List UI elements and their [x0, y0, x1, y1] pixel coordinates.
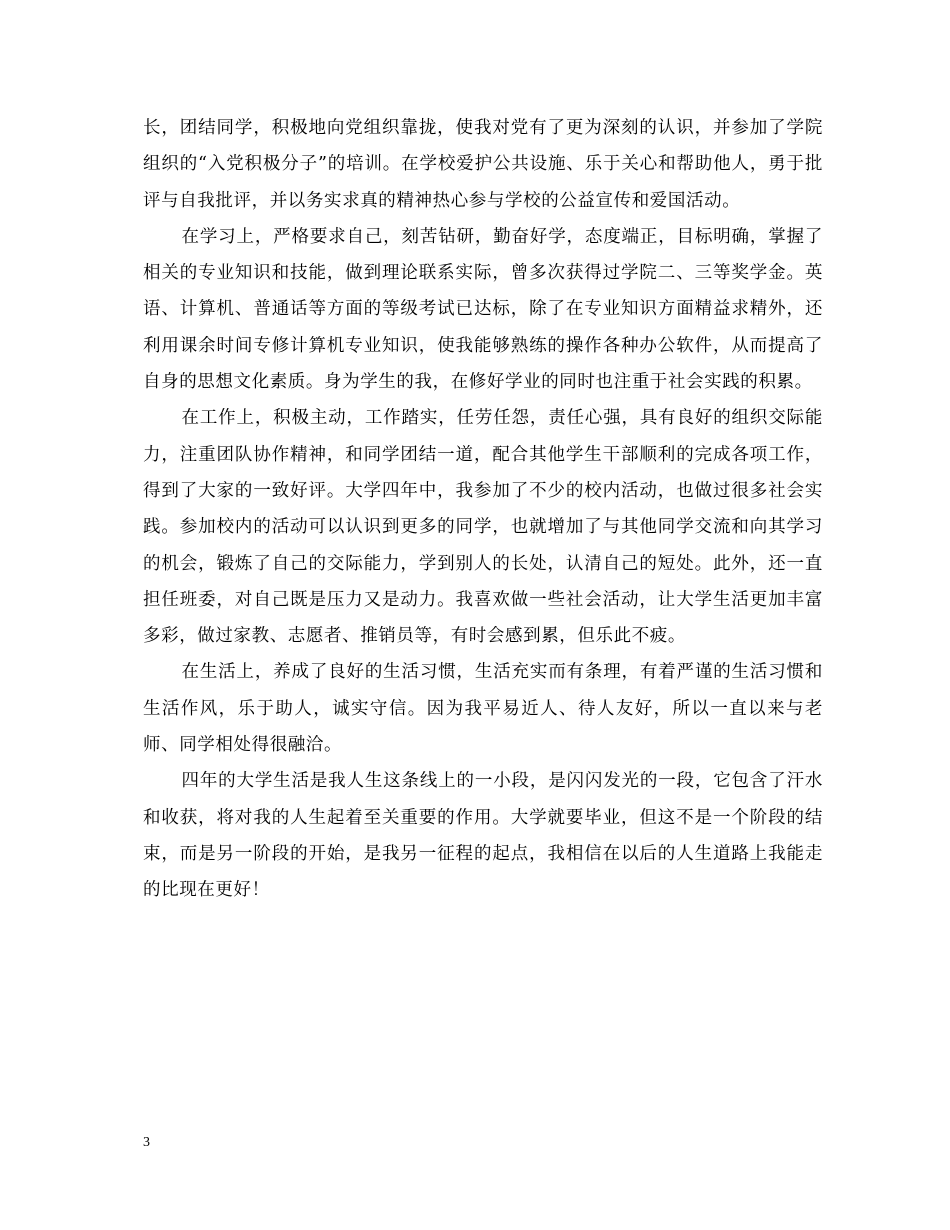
- paragraph-3: 在工作上，积极主动，工作踏实，任劳任怨，责任心强，具有良好的组织交际能力，注重团队协作精神，和同学团结一道，配合其他学生干部顺利的完成各项工作，得到了大家的一致好评。大学四年中，我参加了不少的校内活动，也做过很多社会实践。参加校内的活动可以认识到更多的同学，也就增加了与其他同学交流和向其学习的机会，锻炼了自己的交际能力，学到别人的长处，认清自己的短处。此外，还一直担任班委，对自己既是压力又是动力。我喜欢做一些社会活动，让大学生活更加丰富多彩，做过家教、志愿者、推销员等，有时会感到累，但乐此不疲。: [143, 408, 823, 647]
- paragraph-4: 在生活上，养成了良好的生活习惯，生活充实而有条理，有着严谨的生活习惯和生活作风，乐于助人，诚实守信。因为我平易近人、待人友好，所以一直以来与老师、同学相处得很融洽。: [143, 662, 823, 756]
- paragraph-5: 四年的大学生活是我人生这条线上的一小段，是闪闪发光的一段，它包含了汗水和收获，将对我的人生起着至关重要的作用。大学就要毕业，但这不是一个阶段的结束，而是另一阶段的开始，是我另一征程的起点，我相信在以后的人生道路上我能走的比现在更好！: [143, 771, 823, 901]
- page-number: 3: [143, 1135, 150, 1150]
- paragraph-1: 长，团结同学，积极地向党组织靠拢，使我对党有了更为深刻的认识，并参加了学院组织的“入党积极分子”的培训。在学校爱护公共设施、乐于关心和帮助他人，勇于批评与自我批评，并以务实求真的精神热心参与学校的公益宣传和爱国活动。: [143, 118, 823, 211]
- paragraph-2: 在学习上，严格要求自己，刻苦钻研，勤奋好学，态度端正，目标明确，掌握了相关的专业知识和技能，做到理论联系实际，曾多次获得过学院二、三等奖学金。英语、计算机、普通话等方面的等级考试已达标，除了在专业知识方面精益求精外，还利用课余时间专修计算机专业知识，使我能够熟练的操作各种办公软件，从而提高了自身的思想文化素质。身为学生的我，在修好学业的同时也注重于社会实践的积累。: [143, 226, 823, 393]
- document-body: [143, 110, 823, 909]
